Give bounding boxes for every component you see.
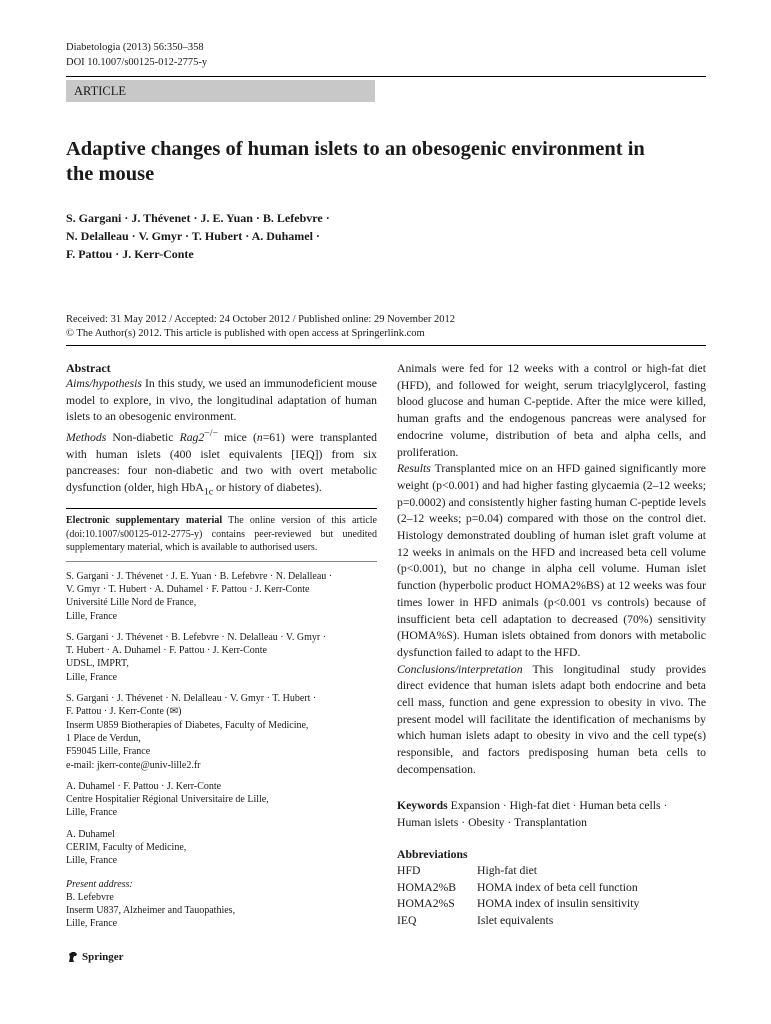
affiliation-block: [66, 631, 377, 684]
present-address-line: Inserm U837, Alzheimer and Tauopathies,: [66, 905, 236, 917]
dates-line: Received: 31 May 2012 / Accepted: 24 October 2012 / Published online: 29 November 2012: [66, 314, 456, 325]
abbreviations-heading: Abbreviations: [397, 847, 468, 861]
abbreviation-definition: HOMA index of insulin sensitivity: [477, 897, 640, 911]
affiliation-line: Lille, France: [66, 671, 118, 683]
abstract-methods-continued: Animals were fed for 12 weeks with a control or high-fat diet (HFD), and followed for weight, serum triacylglycerol, fasting blood glucose and human C-peptide. After the mice were killed, human grafts and the endogenous pancreas were analysed for endocrine volume, distribution of beta and alpha cells, and proliferation.: [397, 362, 706, 459]
affiliation-line: 1 Place de Verdun,: [66, 732, 141, 744]
affiliation-line: UDSL, IMPRT,: [66, 658, 129, 670]
abbreviation-row: [397, 863, 639, 880]
affiliation-block: [66, 780, 377, 820]
article-title: Adaptive changes of human islets to an obesogenic environment in the mouse: [66, 138, 645, 185]
methods-text: or history of diabetes).: [213, 481, 322, 495]
affiliation-line: F. Pattou · J. Kerr-Conte (✉): [66, 706, 182, 718]
publisher-footer: [66, 950, 124, 964]
hba1c-subscript: 1c: [203, 486, 214, 498]
affiliation-line: Lille, France: [66, 807, 118, 819]
springer-horse-icon: [66, 950, 80, 964]
affiliation-line: T. Hubert · A. Duhamel · F. Pattou · J. Kerr-Conte: [66, 645, 267, 657]
abbreviations: [397, 847, 706, 930]
abbreviation-row: [397, 896, 639, 913]
right-column: [397, 361, 706, 929]
present-address-line: Lille, France: [66, 918, 118, 930]
keywords-line: Human islets · Obesity · Transplantation: [397, 815, 587, 829]
author-line: N. Delalleau · V. Gmyr · T. Hubert · A. Duhamel ·: [66, 229, 320, 243]
affiliation-line: Université Lille Nord de France,: [66, 597, 197, 609]
abbreviation-definition: Islet equivalents: [477, 913, 554, 927]
affiliation-line: S. Gargani · J. Thévenet · N. Delalleau · V. Gmyr · T. Hubert ·: [66, 693, 317, 705]
abbreviations-table: [397, 863, 639, 929]
present-address-label: Present address:: [66, 878, 133, 890]
abstract-methods: [66, 426, 377, 501]
affiliation-line: A. Duhamel: [66, 828, 115, 840]
copyright-line: © The Author(s) 2012. This article is published with open access at Springerlink.com: [66, 328, 425, 339]
gene-name: Rag2: [179, 431, 205, 444]
section-label: ARTICLE: [66, 80, 375, 102]
gene-superscript: −/−: [204, 428, 218, 440]
author-line: S. Gargani · J. Thévenet · J. E. Yuan · B. Lefebvre ·: [66, 211, 330, 225]
affiliation-line: S. Gargani · J. Thévenet · J. E. Yuan · B. Lefebvre · N. Delalleau ·: [66, 570, 333, 582]
affiliation-block: [66, 570, 377, 623]
methods-label: Methods: [66, 431, 107, 444]
keywords: [397, 797, 706, 831]
abbreviation: HOMA2%B: [397, 880, 457, 894]
abstract-results: [397, 461, 706, 661]
abbreviation: HOMA2%S: [397, 897, 455, 911]
keywords-label: Keywords: [397, 798, 448, 812]
conclusions-label: Conclusions/interpretation: [397, 662, 523, 676]
abbreviation-definition: HOMA index of beta cell function: [477, 880, 638, 894]
affiliation-rule: [66, 561, 377, 562]
email-line[interactable]: e-mail: jkerr-conte@univ-lille2.fr: [66, 759, 201, 771]
present-address-line: B. Lefebvre: [66, 891, 114, 903]
results-text: Transplanted mice on an HFD gained significantly more weight (p<0.001) and had higher fasting glycaemia (2–12 weeks; p=0.0002) and consistently higher fasting human C-peptide levels (2–12 weeks; p=0.04) compared with those on the control diet. Histology demonstrated doubling of human islet graft volume at 12 weeks in animals on the HFD and increased beta cell volume (p<0.001), but no change in alpha cell volume. Human islet function (hyperbolic product HOMA2%BS) at 12 weeks was four times lower in HFD animals (p<0.001 vs controls) because of insufficient beta cell adaptation to decreased (70%) sensitivity (HOMA%S). Human islets obtained from donors with metabolic dysfunction failed to adapt to the HFD.: [397, 462, 706, 659]
publisher-name: Springer: [82, 951, 124, 963]
left-column: [66, 361, 377, 931]
abstract-heading: Abstract: [66, 361, 111, 375]
affiliation-line: CERIM, Faculty of Medicine,: [66, 841, 187, 853]
author-line: F. Pattou · J. Kerr-Conte: [66, 247, 194, 261]
affiliation-line: V. Gmyr · T. Hubert · A. Duhamel · F. Pattou · J. Kerr-Conte: [66, 583, 310, 595]
affiliation-block: [66, 828, 377, 868]
doi: DOI 10.1007/s00125-012-2775-y: [66, 57, 208, 68]
abstract-aims: [66, 376, 377, 426]
abbreviation: IEQ: [397, 913, 417, 927]
affiliation-line: Centre Hospitalier Régional Universitaire de Lille,: [66, 794, 269, 806]
publication-dates: [66, 313, 686, 341]
keywords-line: Expansion · High-fat diet · Human beta cells ·: [447, 798, 668, 812]
affiliation-block: [66, 692, 377, 772]
present-address: [66, 878, 377, 931]
affiliation-line: A. Duhamel · F. Pattou · J. Kerr-Conte: [66, 780, 222, 792]
aims-label: Aims/hypothesis: [66, 377, 142, 390]
abbreviation: HFD: [397, 864, 421, 878]
aims-text: In this study, we used an immunodeficient mouse model to explore, in vivo, the longitudinal adaptation of human islets to an obesogenic environment.: [66, 377, 377, 424]
supplementary-label: Electronic supplementary material: [66, 515, 223, 527]
dates-rule: [66, 345, 706, 346]
n-symbol: n: [256, 431, 263, 444]
affiliation-line: Lille, France: [66, 610, 118, 622]
conclusions-text: This longitudinal study provides direct evidence that human islets adapt both endocrine and beta cell mass, function and gene expression to obesity in vivo. The present model will facilitate the identification of mechanisms by which human islets adapt to obesity in vivo and the cell type(s) responsible, and factors predisposing human beta cells to decompensation.: [397, 662, 706, 776]
journal-header: [66, 40, 207, 70]
supplementary-note: [66, 508, 377, 555]
methods-text: mice (: [217, 431, 257, 444]
abbreviation-row: [397, 880, 639, 897]
affiliation-line: S. Gargani · J. Thévenet · B. Lefebvre · N. Delalleau · V. Gmyr ·: [66, 631, 327, 643]
affiliation-line: F59045 Lille, France: [66, 746, 151, 758]
abbreviation-definition: High-fat diet: [477, 864, 538, 878]
supplementary-text: The online version of this article (doi:10.1007/s00125-012-2775-y) contains peer-reviewed but unedited supplementary material, which is available to authorised users.: [66, 515, 377, 554]
abstract-conclusions: [397, 662, 706, 779]
affiliation-line: Lille, France: [66, 855, 118, 867]
methods-text: =61) were transplanted with human islets (400 islet equivalents [IEQ]) from six pancreases: four non-diabetic and two with overt metabolic dysfunction (older, high HbA: [66, 431, 377, 495]
affiliation-line: Inserm U859 Biotherapies of Diabetes, Faculty of Medicine,: [66, 719, 309, 731]
header-rule: [66, 76, 706, 77]
author-list: [66, 209, 666, 263]
abbreviation-row: [397, 913, 639, 930]
journal-citation: Diabetologia (2013) 56:350–358: [66, 42, 204, 53]
methods-text: Non-diabetic: [106, 431, 180, 444]
results-label: Results: [397, 462, 431, 476]
